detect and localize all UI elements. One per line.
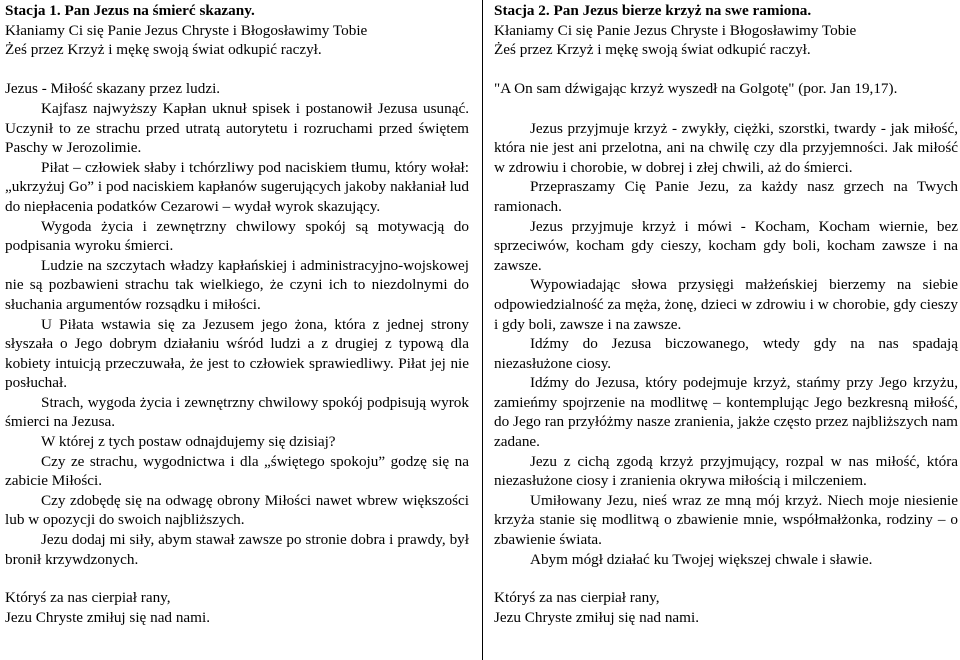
station-2-paragraph: Idźmy do Jezusa biczowanego, wtedy gdy na nas spadają niezasłużone ciosy. <box>494 335 958 372</box>
station-2-paragraph: Abym mógł działać ku Twojej większej chwale i sławie. <box>530 550 873 568</box>
station-2-paragraph: Jezu z cichą zgodą krzyż przyjmujący, rozpal w nas miłość, która niezasłużone ciosy i zranienia okrywa miłością i milczeniem. <box>494 452 958 490</box>
station-2-column <box>494 1 958 660</box>
station-1-paragraph: W której z tych postaw odnajdujemy się dzisiaj? <box>41 433 336 451</box>
station-2-closing-line-1: Któryś za nas cierpiał rany, <box>494 589 660 607</box>
column-divider <box>482 0 483 660</box>
station-2-paragraph: Jezus przyjmuje krzyż i mówi - Kocham, Kocham wiernie, bez sprzeciwów, kocham gdy cieszy, kocham gdy boli, kocham zawsze i na zawsze. <box>494 217 958 274</box>
station-1-paragraph: Jezu dodaj mi siły, abym stawał zawsze po stronie dobra i prawdy, był bronił krzywdzonych. <box>5 531 469 568</box>
station-1-heading: Jezus - Miłość skazany przez ludzi. <box>5 80 221 98</box>
station-1-paragraph: Czy ze strachu, wygodnictwa i dla „świętego spokoju” godzę się na zabicie Miłości. <box>5 452 469 490</box>
station-1-closing-line-2: Jezu Chryste zmiłuj się nad nami. <box>5 608 210 626</box>
station-2-paragraph: Idźmy do Jezusa, który podejmuje krzyż, stańmy przy Jego krzyżu, zamieńmy spojrzenie na modlitwę – kontemplując Jego bezkresną miłość, do Jego ran przyłóżmy nasze zranienia, jakże często przez najbliższych nam zadane. <box>494 374 958 451</box>
station-1-column <box>5 1 469 660</box>
spacer <box>5 60 469 80</box>
station-2-scripture-quote: "A On sam dźwigając krzyż wyszedł na Golgotę" (por. Jan 19,17). <box>494 80 898 98</box>
station-1-paragraph: U Piłata wstawia się za Jezusem jego żona, która z jednej strony słyszała o Jego dobrym działaniu wśród ludzi a z drugiej z typową dla kobiety intuicją przeczuwała, że jest to człowiek sprawiedliwy. Piłat jej nie posłuchał. <box>5 315 469 392</box>
station-1-closing-line-1: Któryś za nas cierpiał rany, <box>5 589 171 607</box>
station-1-paragraph: Czy zdobędę się na odwagę obrony Miłości nawet wbrew większości lub w opozycji do swoich najbliższych. <box>5 491 469 529</box>
station-2-paragraph: Wypowiadając słowa przysięgi małżeńskiej bierzemy na siebie odpowiedzialność za męża, żonę, dzieci w zdrowiu i w chorobie, gdy cieszy i gdy boli, zawsze i na zawsze. <box>494 276 958 333</box>
station-1-title: Stacja 1. Pan Jezus na śmierć skazany. <box>5 2 255 19</box>
station-1-paragraph: Wygoda życia i zewnętrzny chwilowy spokój są motywacją do podpisania wyroku śmierci. <box>5 217 469 255</box>
station-1-paragraph: Ludzie na szczytach władzy kapłańskiej i administracyjno-wojskowej nie są pozbawieni strachu tak wielkiego, że czyni ich to niezdolnymi do słuchania argumentów rozsądku i miłości. <box>5 256 469 313</box>
station-2-paragraph: Umiłowany Jezu, nieś wraz ze mną mój krzyż. Niech moje niesienie krzyża stanie się modlitwą o zbawienie mnie, współmałżonka, rodziny – o zbawienie świata. <box>494 491 958 549</box>
station-1-paragraph: Kajfasz najwyższy Kapłan uknuł spisek i postanowił Jezusa usunąć. Uczynił to ze strachu przed utratą autorytetu i rozruchami przed świętem Paschy w Jerozolimie. <box>5 99 469 157</box>
station-2-closing-line-2: Jezu Chryste zmiłuj się nad nami. <box>494 608 699 626</box>
station-1-intro-line-2: Żeś przez Krzyż i mękę swoją świat odkupić raczył. <box>5 41 322 59</box>
station-2-paragraph: Jezus przyjmuje krzyż - zwykły, ciężki, szorstki, twardy - jak miłość, która nie jest ani przelotna, ani na chwilę czy dla przyjemności. Jak miłość w zdrowiu i chorobie, w dobrej i złej chwili, aż do śmierci. <box>494 119 958 176</box>
spacer <box>494 60 958 80</box>
station-1-paragraph: Strach, wygoda życia i zewnętrzny chwilowy spokój podpisują wyrok śmierci na Jezusa. <box>5 393 469 431</box>
spacer <box>494 569 958 588</box>
spacer <box>5 569 469 588</box>
station-1-intro-line-1: Kłaniamy Ci się Panie Jezus Chryste i Błogosławimy Tobie <box>5 21 368 39</box>
station-2-intro-line-1: Kłaniamy Ci się Panie Jezus Chryste i Błogosławimy Tobie <box>494 21 857 39</box>
station-1-paragraph: Piłat – człowiek słaby i tchórzliwy pod naciskiem tłumu, który wołał: „ukrzyżuj Go” i pod naciskiem kapłanów sugerujących jakoby nakłaniał lud do niepłacenia podatków Cezarowi – wydał wyrok skazujący. <box>5 158 469 215</box>
station-2-intro-line-2: Żeś przez Krzyż i mękę swoją świat odkupić raczył. <box>494 41 811 59</box>
station-2-title: Stacja 2. Pan Jezus bierze krzyż na swe ramiona. <box>494 2 812 19</box>
station-2-paragraph: Przepraszamy Cię Panie Jezu, za każdy nasz grzech na Twych ramionach. <box>494 178 958 215</box>
